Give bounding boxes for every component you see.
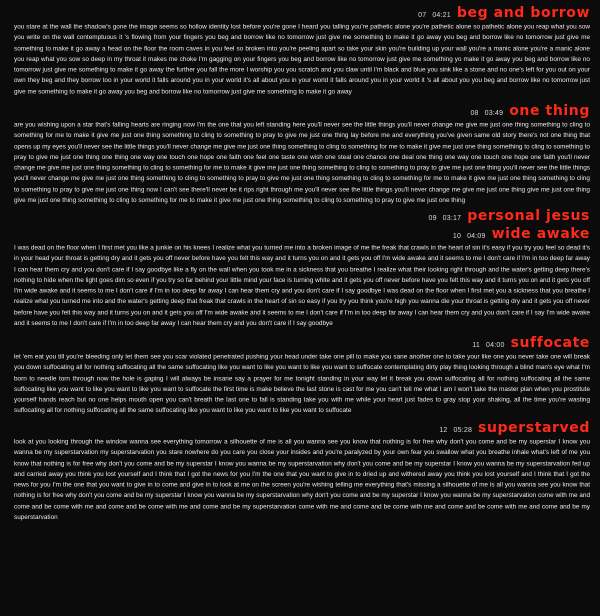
song-header	[14, 421, 590, 435]
song-beg-and-borrow	[14, 6, 590, 94]
song-header	[14, 6, 590, 20]
track-number: 07	[418, 12, 427, 19]
track-duration: 03:17	[442, 215, 462, 223]
song-lyrics: look at you looking through the window wanna see everything tomorrow a silhouette of me is all you wanna see you know that nothing is for free why don't you come and be my superstar I know you wanna be my superstarvation my superstarvation you stare nowhere do you care you close your insides and you're paralyzed by your own fear you swallow what you breathe inhale what's left of me you know that nothing is for free why don't you come and be my superstar I know you wanna be my superstarvation why don't you come and be my superstar I know you wanna be my superstarvation fed up and carried away you think you lost yourself and I think that I got the news for you I'm the one that you want to give in to dried up and withered away you think you lost yourself and I think that I got the news for you I'm the one that you want to give in to come and give in to look at me on the screen you're wishing telling me everything that's missing a silhouette of me is all you wanna see you know that nothing is for free why don't you come and be my superstar I know you wanna be my superstarvation why don't you come and be my superstar I know you wanna be my superstarvation come with me and come and be come with me and come and be come with me and come and be my superstarvation come with me and come and be come with me and come and be come with me and come and be my superstarvation	[14, 437, 590, 521]
track-number: 10	[452, 233, 462, 241]
song-title: beg and borrow	[456, 5, 590, 21]
song-lyrics: let 'em eat you till you're bleeding only let them see you scar violated penetrated pushing your head under take one pill to make you sane another one to take your like one you never take one will break you down suffocating all for nothing suffocating all the same suffocating like you want to like you want to like you want to suffocate contemplating dirty play thing looking through a blind man's eye what I'm born to needle torn through now the hole is gaping I will always be insane say a prayer for me tonight standing in your way let it break you down suffocating all for nothing suffocating all the same suffocating like you want to like you want to like you want to suffocate the first time is make believe the last stone is cast for me you can't tell me what I am I won't take the master plan when you prostitute yourself hands reach but no one helps mouth open you can't breath the last one to fall is standing take you with me while your heart just fades to gray stop your shaking, all the time you're wasting suffocating all for nothing suffocating all the same suffocating like you want to like you want to like you want to suffocate	[14, 352, 590, 415]
song-one-thing	[14, 103, 590, 205]
song-title: one thing	[509, 103, 590, 120]
song-title: personal jesus	[467, 208, 590, 225]
song-title: suffocate	[510, 334, 590, 351]
song-suffocate	[14, 336, 590, 414]
track-duration: 04:21	[432, 12, 451, 19]
song-lyrics: you stare at the wall the shadow's gone the image seems so hollow identity lost before you're gone I heard you talling you're pathetic alone you're pathetic alone so pathetic alone you reap what you sow you write on the wall contemptuous it 's flowing from your fingers you beg and borrow like no tomorrow just give me something to make it go away you beg and borrow like no tomorrow just give me something to make it go away a head on the floor the room caves in you feel so broken into you're peeling apart so take your skin you're building up your wall you're a manic alone you're a manic alone you reap what you sow so deep in my throat it makes me choke I'm gagging on your fingers you beg and borrow like no tomorrow just give me something yo make it go away you beg and borrow like no tomorrow just give me something to make it go away the further you fall the more I worship you you scratch and you claw until I'm black and blue you sink like a stone and no one's left for you out on your own they beg and they borrow too in your world it falls around you in your world it's all about you in your world it falls around you in your world it 's all about you you beg and borrow like no tomorrow just give me something to make it go away you beg and borrow like no tomorrow just give me something to make it go away	[14, 23, 590, 96]
track-number: 12	[439, 426, 448, 434]
track-number: 08	[470, 110, 479, 118]
song-header	[14, 336, 590, 350]
track-duration: 03:49	[484, 110, 504, 118]
song-title: superstarved	[478, 419, 590, 436]
song-title: wide awake	[491, 226, 590, 243]
song-superstarved	[14, 421, 590, 519]
track-number: 09	[428, 215, 437, 223]
track-number: 11	[472, 341, 481, 349]
track-duration: 04:00	[486, 341, 505, 349]
song-lyrics: I was dead on the floor when I first met you like a junkie on his knees I realize what you turned me into a broken image of me the freak that crawls in the heart of sin it's easy if you try you feel so dead it's in your head your throat is getting dry and it gets you off never before have you felt this way and it turns you on and it gets you off I'm wide awake and it seems to me I don't care if I'm in too deep far away I can hear them cry and you don't care if I say goodbye like a fly on the wall when you took me in a sickness that you breathe I realize what their looking right through and the water's getting deep there's nothing to hide when the light goes dim so even if you try so far behind your little mind your face is turning white and it gets you off never before have you felt this way and it turns you on and it gets you off I'm wide awake and it seems to me I don't care if I'm in too deep far away I can hear them cry and you don't care if I say goodbye I was dead on the floor when I first met you a sickness that you breathe I realize what you turned me into and the water's getting deep that freak that crawls in the heart of sin so easy if you try you think you're high you wanna die your throat is getting dry and it gets you off never before have you felt this way and it turns you on and it gets you off I'm wide awake and it seems to me I don't care if I'm in too deep far away I can hear them cry and you don't care if I say I'm wide awake and it seems to me I don't care if I'm in too deep far away I can hear them cry and you don't care if I say goodbye	[14, 244, 590, 328]
song-lyrics: are you wishing upon a star that's falling hearts are ringing now I'm the one that you left standing here you'll never see the little things you'll never change me give me just one thing something to cling to something for me to make it give me just one thing something to cling to something to pray to give me just one thing lay before me and everything you've given same old story there's not one thing that opens up my eyes you'll never see the little things you'll never change me give me just one thing something to cling to something for me to make it give me just one thing something to cling to something to pray to give me just one thing one thing one way one touch one hope one faith one feel one taste one wish one steal one chance one deal one thing one way one touch one hope one faith you'll never change me give me just one thing something to cling to something for me to make it give me just one thing something to cling to something to pray to give me just one thing you'll never see the little things you'll never change me give me just one thing something to cling to something to pray to give me just one thing something to cling to something for me to make it give me just one thing something to cling to something to pray to give me just one thing now I can't see there'll never be it rips right through me you'll never see the little things you'll never change me give me just one thing give me just one thing give me just one thing something to cling to something for me to make it give me just one thing something to cling to something to pray to give me just one thing	[14, 121, 590, 205]
track-duration: 05:28	[453, 426, 473, 434]
track-duration: 04:09	[467, 233, 486, 241]
song-header	[14, 227, 590, 241]
song-header	[14, 104, 590, 118]
song-personal-jesus	[14, 209, 590, 223]
song-header	[14, 209, 590, 223]
song-wide-awake	[14, 226, 590, 328]
